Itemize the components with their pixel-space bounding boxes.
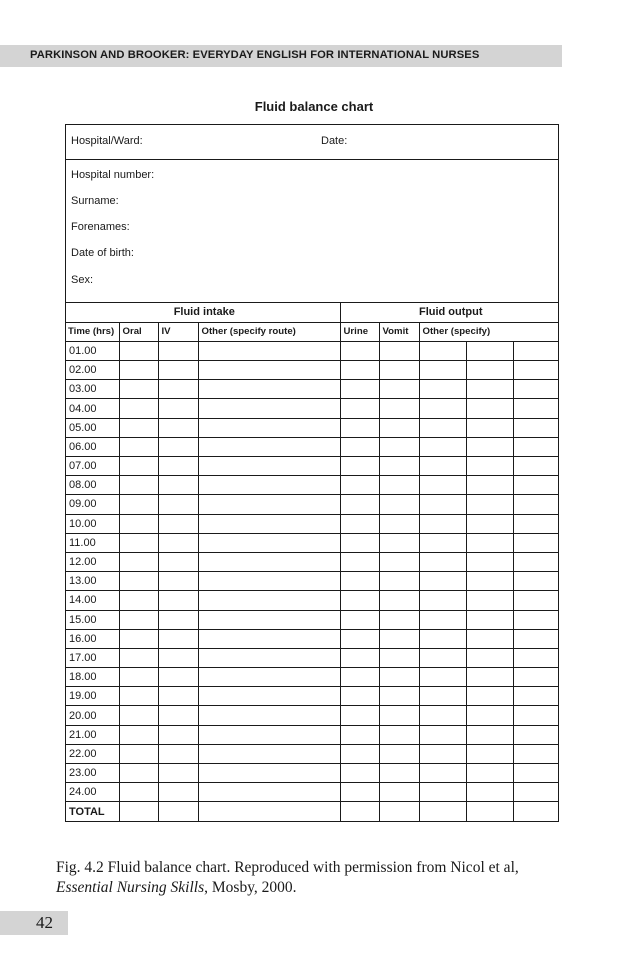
time-cell: 07.00 — [66, 457, 119, 476]
time-cell: 09.00 — [66, 495, 119, 514]
other-output-cell-3[interactable] — [513, 783, 558, 802]
oral-cell[interactable] — [119, 744, 158, 763]
other-output-cell-1[interactable] — [419, 764, 466, 783]
vomit-cell[interactable] — [379, 533, 419, 552]
vomit-cell[interactable] — [379, 744, 419, 763]
surname-label: Surname: — [71, 195, 119, 207]
other-output-cell-2[interactable] — [466, 591, 513, 610]
other-route-cell[interactable] — [198, 476, 340, 495]
iv-cell[interactable] — [158, 399, 198, 418]
vomit-cell[interactable] — [379, 687, 419, 706]
other-route-cell[interactable] — [198, 687, 340, 706]
iv-cell[interactable] — [158, 591, 198, 610]
col-oral: Oral — [119, 322, 158, 341]
urine-cell[interactable] — [340, 361, 379, 380]
column-header-row — [66, 322, 558, 341]
time-cell: 20.00 — [66, 706, 119, 725]
other-route-cell[interactable] — [198, 418, 340, 437]
col-iv: IV — [158, 322, 198, 341]
other-route-cell[interactable] — [198, 533, 340, 552]
time-cell: 06.00 — [66, 437, 119, 456]
table-row — [66, 361, 558, 380]
urine-cell[interactable] — [340, 687, 379, 706]
table-row — [66, 418, 558, 437]
table-row — [66, 706, 558, 725]
forenames-label: Forenames: — [71, 221, 130, 233]
table-row — [66, 552, 558, 571]
table-row — [66, 648, 558, 667]
time-cell: 21.00 — [66, 725, 119, 744]
urine-cell[interactable] — [340, 783, 379, 802]
urine-cell[interactable] — [340, 572, 379, 591]
iv-cell[interactable] — [158, 495, 198, 514]
col-vomit: Vomit — [379, 322, 419, 341]
other-output-cell-2[interactable] — [466, 648, 513, 667]
other-output-cell-3[interactable] — [513, 764, 558, 783]
sex-label: Sex: — [71, 274, 94, 286]
other-output-cell-3[interactable] — [513, 572, 558, 591]
vomit-cell[interactable] — [379, 361, 419, 380]
vomit-cell[interactable] — [379, 725, 419, 744]
other-output-cell-1[interactable] — [419, 783, 466, 802]
other-output-cell-1[interactable] — [419, 610, 466, 629]
iv-cell[interactable] — [158, 341, 198, 360]
oral-cell[interactable] — [119, 687, 158, 706]
vomit-cell[interactable] — [379, 552, 419, 571]
other-output-cell-1[interactable] — [419, 552, 466, 571]
other-route-cell[interactable] — [198, 514, 340, 533]
urine-cell[interactable] — [340, 514, 379, 533]
hospital-number-label: Hospital number: — [71, 169, 155, 181]
other-output-cell-2[interactable] — [466, 706, 513, 725]
time-cell: 18.00 — [66, 668, 119, 687]
oral-cell[interactable] — [119, 629, 158, 648]
other-route-cell[interactable] — [198, 802, 340, 821]
oral-cell[interactable] — [119, 648, 158, 667]
other-output-cell-1[interactable] — [419, 533, 466, 552]
other-route-cell[interactable] — [198, 495, 340, 514]
other-output-cell-2[interactable] — [466, 495, 513, 514]
other-output-cell-3[interactable] — [513, 802, 558, 821]
other-output-cell-1[interactable] — [419, 476, 466, 495]
other-route-cell[interactable] — [198, 610, 340, 629]
urine-cell[interactable] — [340, 533, 379, 552]
vomit-cell[interactable] — [379, 572, 419, 591]
time-cell: 23.00 — [66, 764, 119, 783]
other-output-cell-3[interactable] — [513, 380, 558, 399]
time-cell: 08.00 — [66, 476, 119, 495]
fluid-table-wrap — [66, 303, 558, 821]
other-output-cell-1[interactable] — [419, 495, 466, 514]
other-output-cell-3[interactable] — [513, 457, 558, 476]
table-row — [66, 668, 558, 687]
urine-cell[interactable] — [340, 668, 379, 687]
col-other-route: Other (specify route) — [198, 322, 340, 341]
other-output-cell-1[interactable] — [419, 668, 466, 687]
other-output-cell-3[interactable] — [513, 476, 558, 495]
urine-cell[interactable] — [340, 418, 379, 437]
vomit-cell[interactable] — [379, 706, 419, 725]
time-cell: 22.00 — [66, 744, 119, 763]
other-output-cell-3[interactable] — [513, 648, 558, 667]
oral-cell[interactable] — [119, 725, 158, 744]
other-output-cell-3[interactable] — [513, 725, 558, 744]
caption-prefix: Fig. 4.2 Fluid balance chart. Reproduced with permission from Nicol et al, — [56, 859, 519, 876]
table-row — [66, 380, 558, 399]
urine-cell[interactable] — [340, 457, 379, 476]
other-output-cell-2[interactable] — [466, 610, 513, 629]
time-cell: 04.00 — [66, 399, 119, 418]
oral-cell[interactable] — [119, 610, 158, 629]
other-output-cell-1[interactable] — [419, 457, 466, 476]
other-route-cell[interactable] — [198, 437, 340, 456]
other-output-cell-1[interactable] — [419, 648, 466, 667]
table-row — [66, 399, 558, 418]
vomit-cell[interactable] — [379, 476, 419, 495]
vomit-cell[interactable] — [379, 783, 419, 802]
table-row — [66, 610, 558, 629]
table-row — [66, 572, 558, 591]
other-output-cell-3[interactable] — [513, 361, 558, 380]
table-row — [66, 341, 558, 360]
other-output-cell-3[interactable] — [513, 341, 558, 360]
other-output-cell-2[interactable] — [466, 687, 513, 706]
urine-cell[interactable] — [340, 380, 379, 399]
vomit-cell[interactable] — [379, 457, 419, 476]
iv-cell[interactable] — [158, 610, 198, 629]
vomit-cell[interactable] — [379, 629, 419, 648]
fluid-table — [66, 303, 558, 821]
vomit-cell[interactable] — [379, 495, 419, 514]
other-output-cell-2[interactable] — [466, 476, 513, 495]
time-cell: 12.00 — [66, 552, 119, 571]
time-cell: 13.00 — [66, 572, 119, 591]
time-cell: 17.00 — [66, 648, 119, 667]
other-output-cell-1[interactable] — [419, 725, 466, 744]
other-output-cell-2[interactable] — [466, 399, 513, 418]
vomit-cell[interactable] — [379, 668, 419, 687]
table-row — [66, 514, 558, 533]
table-row — [66, 495, 558, 514]
hospital-ward-label: Hospital/Ward: — [71, 135, 143, 147]
other-output-cell-2[interactable] — [466, 341, 513, 360]
oral-cell[interactable] — [119, 706, 158, 725]
col-time: Time (hrs) — [66, 322, 119, 341]
other-output-cell-3[interactable] — [513, 399, 558, 418]
other-output-cell-1[interactable] — [419, 380, 466, 399]
iv-cell[interactable] — [158, 744, 198, 763]
table-row — [66, 476, 558, 495]
iv-cell[interactable] — [158, 706, 198, 725]
other-output-cell-1[interactable] — [419, 744, 466, 763]
date-label: Date: — [321, 135, 348, 147]
table-row — [66, 687, 558, 706]
vomit-cell[interactable] — [379, 802, 419, 821]
urine-cell[interactable] — [340, 802, 379, 821]
oral-cell[interactable] — [119, 399, 158, 418]
iv-cell[interactable] — [158, 418, 198, 437]
urine-cell[interactable] — [340, 706, 379, 725]
vomit-cell[interactable] — [379, 399, 419, 418]
other-output-cell-2[interactable] — [466, 457, 513, 476]
col-urine: Urine — [340, 322, 379, 341]
col-other-specify: Other (specify) — [419, 322, 558, 341]
iv-cell[interactable] — [158, 437, 198, 456]
time-cell: 11.00 — [66, 533, 119, 552]
other-output-cell-3[interactable] — [513, 552, 558, 571]
time-cell: 05.00 — [66, 418, 119, 437]
urine-cell[interactable] — [340, 552, 379, 571]
oral-cell[interactable] — [119, 495, 158, 514]
other-output-cell-2[interactable] — [466, 572, 513, 591]
table-row — [66, 437, 558, 456]
caption-suffix: , Mosby, 2000. — [204, 879, 297, 896]
other-output-cell-3[interactable] — [513, 668, 558, 687]
vomit-cell[interactable] — [379, 380, 419, 399]
oral-cell[interactable] — [119, 380, 158, 399]
running-header: PARKINSON AND BROOKER: EVERYDAY ENGLISH FOR INTERNATIONAL NURSES — [30, 49, 480, 61]
time-cell: 15.00 — [66, 610, 119, 629]
other-output-cell-2[interactable] — [466, 629, 513, 648]
other-output-cell-3[interactable] — [513, 514, 558, 533]
iv-cell[interactable] — [158, 802, 198, 821]
time-cell: 02.00 — [66, 361, 119, 380]
other-output-cell-2[interactable] — [466, 764, 513, 783]
other-output-cell-1[interactable] — [419, 437, 466, 456]
oral-cell[interactable] — [119, 476, 158, 495]
other-output-cell-2[interactable] — [466, 783, 513, 802]
iv-cell[interactable] — [158, 361, 198, 380]
vomit-cell[interactable] — [379, 764, 419, 783]
other-output-cell-2[interactable] — [466, 437, 513, 456]
other-output-cell-1[interactable] — [419, 418, 466, 437]
urine-cell[interactable] — [340, 591, 379, 610]
other-output-cell-2[interactable] — [466, 418, 513, 437]
other-output-cell-3[interactable] — [513, 495, 558, 514]
vomit-cell[interactable] — [379, 418, 419, 437]
table-row — [66, 457, 558, 476]
vomit-cell[interactable] — [379, 591, 419, 610]
oral-cell[interactable] — [119, 361, 158, 380]
oral-cell[interactable] — [119, 783, 158, 802]
urine-cell[interactable] — [340, 629, 379, 648]
page-number: 42 — [36, 913, 53, 932]
other-route-cell[interactable] — [198, 572, 340, 591]
other-output-cell-2[interactable] — [466, 668, 513, 687]
vomit-cell[interactable] — [379, 648, 419, 667]
fluid-intake-heading: Fluid intake — [66, 303, 340, 322]
oral-cell[interactable] — [119, 591, 158, 610]
oral-cell[interactable] — [119, 572, 158, 591]
urine-cell[interactable] — [340, 725, 379, 744]
oral-cell[interactable] — [119, 552, 158, 571]
time-cell: 19.00 — [66, 687, 119, 706]
other-route-cell[interactable] — [198, 629, 340, 648]
total-row — [66, 802, 558, 821]
form-header-row — [66, 125, 558, 160]
other-route-cell[interactable] — [198, 399, 340, 418]
chart-title: Fluid balance chart — [254, 99, 374, 114]
urine-cell[interactable] — [340, 764, 379, 783]
other-output-cell-3[interactable] — [513, 687, 558, 706]
iv-cell[interactable] — [158, 687, 198, 706]
other-output-cell-3[interactable] — [513, 706, 558, 725]
fluid-output-heading: Fluid output — [340, 303, 558, 322]
other-output-cell-3[interactable] — [513, 591, 558, 610]
other-route-cell[interactable] — [198, 706, 340, 725]
other-route-cell[interactable] — [198, 552, 340, 571]
other-output-cell-1[interactable] — [419, 802, 466, 821]
other-output-cell-1[interactable] — [419, 361, 466, 380]
other-route-cell[interactable] — [198, 783, 340, 802]
table-row — [66, 783, 558, 802]
time-cell: 10.00 — [66, 514, 119, 533]
table-row — [66, 764, 558, 783]
total-label: TOTAL — [66, 802, 119, 821]
oral-cell[interactable] — [119, 437, 158, 456]
figure-caption — [56, 858, 556, 898]
time-cell: 03.00 — [66, 380, 119, 399]
iv-cell[interactable] — [158, 476, 198, 495]
vomit-cell[interactable] — [379, 514, 419, 533]
iv-cell[interactable] — [158, 783, 198, 802]
iv-cell[interactable] — [158, 380, 198, 399]
other-route-cell[interactable] — [198, 764, 340, 783]
other-output-cell-1[interactable] — [419, 706, 466, 725]
other-output-cell-1[interactable] — [419, 399, 466, 418]
other-output-cell-1[interactable] — [419, 687, 466, 706]
table-row — [66, 629, 558, 648]
iv-cell[interactable] — [158, 668, 198, 687]
other-output-cell-2[interactable] — [466, 802, 513, 821]
table-row — [66, 744, 558, 763]
iv-cell[interactable] — [158, 725, 198, 744]
urine-cell[interactable] — [340, 648, 379, 667]
other-route-cell[interactable] — [198, 591, 340, 610]
urine-cell[interactable] — [340, 476, 379, 495]
other-output-cell-1[interactable] — [419, 514, 466, 533]
time-cell: 01.00 — [66, 341, 119, 360]
date-of-birth-label: Date of birth: — [71, 247, 134, 259]
fluid-balance-form — [65, 124, 559, 822]
time-cell: 24.00 — [66, 783, 119, 802]
page-number-band — [0, 911, 68, 935]
iv-cell[interactable] — [158, 572, 198, 591]
other-output-cell-3[interactable] — [513, 533, 558, 552]
other-output-cell-2[interactable] — [466, 361, 513, 380]
other-output-cell-2[interactable] — [466, 380, 513, 399]
oral-cell[interactable] — [119, 457, 158, 476]
other-route-cell[interactable] — [198, 744, 340, 763]
iv-cell[interactable] — [158, 552, 198, 571]
other-route-cell[interactable] — [198, 668, 340, 687]
vomit-cell[interactable] — [379, 610, 419, 629]
iv-cell[interactable] — [158, 533, 198, 552]
other-route-cell[interactable] — [198, 725, 340, 744]
oral-cell[interactable] — [119, 802, 158, 821]
urine-cell[interactable] — [340, 610, 379, 629]
patient-details — [66, 160, 558, 303]
other-output-cell-2[interactable] — [466, 552, 513, 571]
other-route-cell[interactable] — [198, 361, 340, 380]
other-output-cell-3[interactable] — [513, 437, 558, 456]
oral-cell[interactable] — [119, 764, 158, 783]
other-route-cell[interactable] — [198, 457, 340, 476]
other-output-cell-2[interactable] — [466, 725, 513, 744]
iv-cell[interactable] — [158, 629, 198, 648]
other-output-cell-1[interactable] — [419, 341, 466, 360]
other-output-cell-3[interactable] — [513, 610, 558, 629]
other-output-cell-2[interactable] — [466, 744, 513, 763]
other-output-cell-1[interactable] — [419, 572, 466, 591]
urine-cell[interactable] — [340, 744, 379, 763]
other-output-cell-2[interactable] — [466, 514, 513, 533]
table-row — [66, 533, 558, 552]
oral-cell[interactable] — [119, 418, 158, 437]
iv-cell[interactable] — [158, 648, 198, 667]
table-row — [66, 725, 558, 744]
other-output-cell-3[interactable] — [513, 744, 558, 763]
urine-cell[interactable] — [340, 495, 379, 514]
other-output-cell-2[interactable] — [466, 533, 513, 552]
vomit-cell[interactable] — [379, 341, 419, 360]
other-route-cell[interactable] — [198, 380, 340, 399]
other-route-cell[interactable] — [198, 341, 340, 360]
table-row — [66, 591, 558, 610]
time-cell: 16.00 — [66, 629, 119, 648]
oral-cell[interactable] — [119, 514, 158, 533]
vomit-cell[interactable] — [379, 437, 419, 456]
oral-cell[interactable] — [119, 668, 158, 687]
other-output-cell-1[interactable] — [419, 591, 466, 610]
group-header-row — [66, 303, 558, 322]
oral-cell[interactable] — [119, 341, 158, 360]
iv-cell[interactable] — [158, 457, 198, 476]
caption-book-title: Essential Nursing Skills — [56, 879, 205, 896]
iv-cell[interactable] — [158, 764, 198, 783]
other-route-cell[interactable] — [198, 648, 340, 667]
urine-cell[interactable] — [340, 341, 379, 360]
oral-cell[interactable] — [119, 533, 158, 552]
time-cell: 14.00 — [66, 591, 119, 610]
urine-cell[interactable] — [340, 437, 379, 456]
iv-cell[interactable] — [158, 514, 198, 533]
other-output-cell-3[interactable] — [513, 418, 558, 437]
other-output-cell-3[interactable] — [513, 629, 558, 648]
other-output-cell-1[interactable] — [419, 629, 466, 648]
urine-cell[interactable] — [340, 399, 379, 418]
